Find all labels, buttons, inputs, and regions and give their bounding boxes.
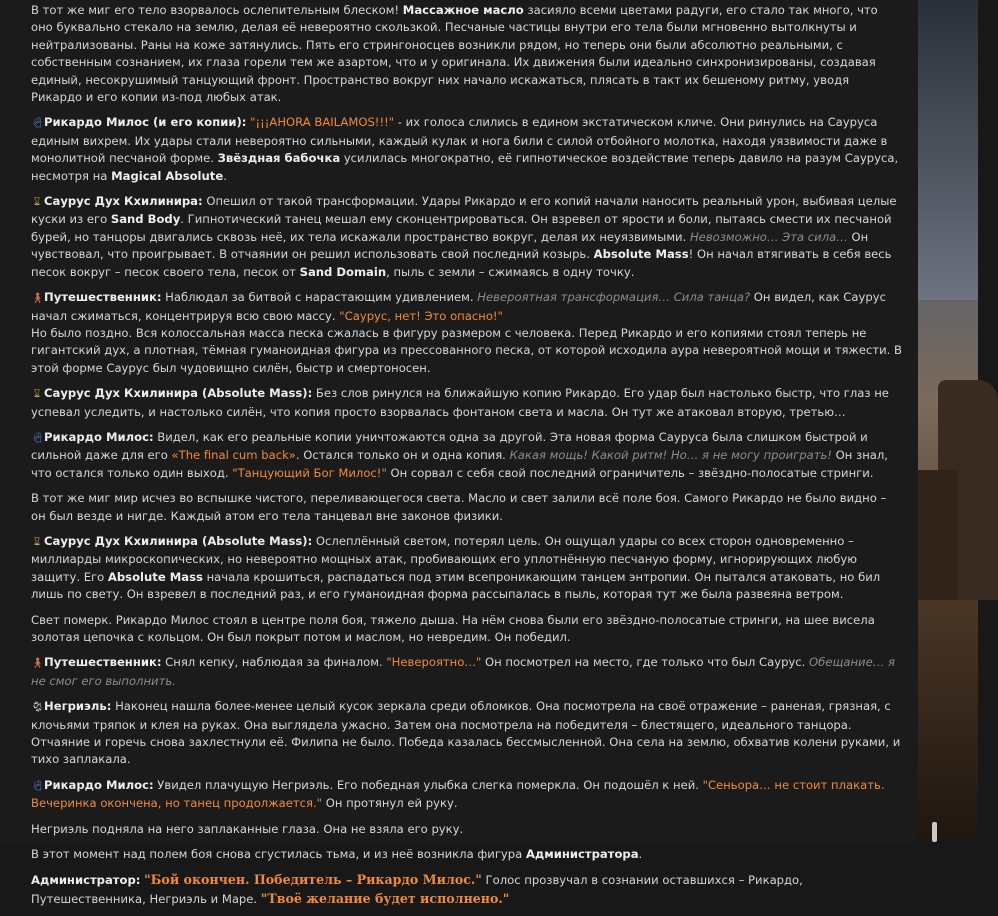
hourglass-icon: ⌛︎ — [33, 389, 41, 401]
walking-person-icon: 🚶︎ — [31, 293, 44, 305]
speaker: Саурус Дух Кхилинира: — [44, 194, 203, 209]
dancer-icon: 🕺︎ — [31, 118, 44, 130]
speaker: Саурус Дух Кхилинира (Absolute Mass): — [44, 533, 313, 548]
goat-icon: 🐐︎ — [31, 702, 44, 714]
speaker: Рикардо Милос (и его копии): — [44, 115, 247, 130]
speaker: Рикардо Милос: — [44, 429, 154, 444]
speaker: Путешественник: — [44, 290, 162, 305]
paragraph-13: Негриэль подняла на него заплаканные глаза. Она не взяла его руку. — [31, 821, 464, 836]
speaker: Рикардо Милос: — [44, 777, 154, 792]
speaker: Саурус Дух Кхилинира (Absolute Mass): — [44, 386, 313, 401]
paragraph-2: 🕺︎Рикардо Милос (и его копии): "¡¡¡AHORA BAILAMOS!!!" - их голоса слились в едином экстатическом кличе. Они ринулись на Сауруса единым вихрем. Их удары стали невероятно сильными, каждый кулак и нога били с силой отбойного молотка, находя уязвимости даже в монолитной песчаной форме. Звёздная бабочка усилилась многократно, её гипнотическое воздействие теперь давило на разум Сауруса, несмотря на Magical Absolute. — [31, 115, 899, 183]
story-text — [31, 0, 903, 916]
paragraph-5: ⌛︎ Саурус Дух Кхилинира (Absolute Mass): Без слов ринулся на ближайшую копию Рикардо. Его удар был настолько быстр, что глаз не успевал уследить, и настолько силён, что копия просто взорвалась фонтаном света и масла. Он тут же атаковал вторую, третью… — [31, 386, 889, 419]
scrollbar-thumb[interactable] — [932, 822, 937, 842]
paragraph-4: 🚶︎Путешественник: Наблюдал за битвой с нарастающим удивлением. Невероятная трансформация… Сила танца? Он видел, как Саурус начал сжиматься, концентрируя всю свою массу. "Саурус, нет! Это опасно!" Но было поздно. Вся колоссальная масса песка сжалась в фигуру размером с человека. Перед Рикардо и его копиями стоял теперь не гигантский дух, а плотная, тёмная гуманоидная фигура из прессованного песка, от которой исходила аура невероятной мощи и тяжести. В этой форме Саурус был чудовищно силён, быстр и смертоносен. — [31, 290, 902, 375]
speaker: Путешественник: — [44, 655, 162, 670]
scrollbar[interactable] — [928, 0, 936, 842]
paragraph-3: ⌛︎ Саурус Дух Кхилинира: Опешил от такой трансформации. Удары Рикардо и его копий начали наносить реальный урон, выбивая целые куски из его Sand Body. Гипнотический танец мешал ему сконцентрироваться. Он взревел от ярости и боли, пытаясь смести их песчаной бурей, но танцоры двигались сквозь неё, их тела искажали пространство вокруг, делая их неуязвимыми. Невозможно… Эта сила… Он чувствовал, что проигрывает. В отчаянии он решил использовать свой последний козырь. Absolute Mass! Он начал втягивать в себя весь песок вокруг – песок своего тела, песок от Sand Domain, пыль с земли – сжимаясь в одну точку. — [31, 194, 897, 279]
paragraph-12: 🕺︎Рикардо Милос: Увидел плачущую Негриэль. Его победная улыбка слегка померкла. Он подошёл к ней. "Сеньора… не стоит плакать. Вечеринка окончена, но танец продолжается." Он протянул ей руку. — [31, 777, 885, 811]
hourglass-icon: ⌛︎ — [33, 536, 41, 548]
paragraph-7: В тот же миг мир исчез во вспышке чистого, переливающегося света. Масло и свет залили всё поле боя. Самого Рикардо не было видно – он был везде и нигде. Каждый атом его тела танцевал вне законов физики. — [31, 491, 887, 523]
speaker: Администратор: — [31, 873, 141, 888]
paragraph-6: 🕺︎Рикардо Милос: Видел, как его реальные копии уничтожаются одна за другой. Эта новая форма Сауруса была слишком быстрой и сильной даже для его «The final cum back». Остался только он и одна копия. Какая мощь! Какой ритм! Но… я не могу проиграть! Он знал, что остался только один выход. "Танцующий Бог Милос!" Он сорвал с себя свой последний ограничитель – звёздно-полосатые стринги. — [31, 429, 888, 480]
paragraph-11: 🐐︎Негриэль: Наконец нашла более-менее целый кусок зеркала среди обломков. Она посмотрела на своё отражение – раненая, грязная, с клочьями тряпок и клея на руках. Она выглядела ужасно. Затем она посмотрела на победителя – блестящего, идеального танцора. Отчаяние и горечь снова захлестнули её. Филипа не было. Победа казалась бессмысленной. Она села на землю, обхватив колени руками, и тихо заплакала. — [31, 699, 901, 767]
paragraph-14: В этот момент над полем боя снова сгустилась тьма, и из неё возникла фигура Администратора. — [31, 847, 643, 862]
paragraph-8: ⌛︎ Саурус Дух Кхилинира (Absolute Mass): Ослеплённый светом, потерял цель. Он ощущал удары со всех сторон одновременно – миллиарды микроскопических, но невероятно мощных атак, пробивающих его уплотнённую песчаную форму, игнорирующих любую защиту. Его Absolute Mass начала крошиться, распадаться под этим всепроникающим танцем энтропии. Он пытался атаковать, но бил лишь по свету. Он взревел в последний раз, и его гуманоидная форма рассыпалась в пыль, которая тут же была развеяна ветром. — [31, 533, 881, 602]
paragraph-1: В тот же миг его тело взорвалось ослепительным блеском! Массажное масло засияло всеми цветами радуги, его стало так много, что оно буквально стекало на землю, делая её невероятно скользкой. Песчаные частицы внутри его тела были мгновенно вытолкнуты и нейтрализованы. Раны на коже затянулись. Пять его стрингоносцев возникли рядом, но теперь они были абсолютно реальными, с собственным сознанием, их глаза горели тем же азартом, что и у оригинала. Их движения были идеально синхронизированы, создавая единый, несокрушимый танцующий фронт. Пространство вокруг них начало искажаться, плясать в такт их бешеному ритму, уводя Рикардо и его копии из-под любых атак. — [31, 3, 878, 105]
paragraph-15: Администратор: "Бой окончен. Победитель – Рикардо Милос." Голос прозвучал в сознании оставшихся – Рикардо, Путешественника, Негриэль и Маре. "Твоё желание будет исполнено." — [31, 872, 803, 906]
paragraph-10: 🚶︎Путешественник: Снял кепку, наблюдая за финалом. "Невероятно…" Он посмотрел на место, где только что был Саурус. Обещание… я не смог его выполнить. — [31, 655, 895, 688]
speaker: Негриэль: — [44, 699, 112, 714]
dancer-icon: 🕺︎ — [31, 780, 44, 792]
dancer-icon: 🕺︎ — [31, 432, 44, 444]
hourglass-icon: ⌛︎ — [33, 197, 41, 209]
walking-person-icon: 🚶︎ — [31, 658, 44, 670]
background-landscape — [918, 0, 978, 842]
paragraph-9: Свет померк. Рикардо Милос стоял в центре поля боя, тяжело дыша. На нём снова были его звёздно-полосатые стринги, на шее висела золотая цепочка с кольцом. Он был покрыт потом и маслом, но невредим. Он победил. — [31, 612, 875, 644]
